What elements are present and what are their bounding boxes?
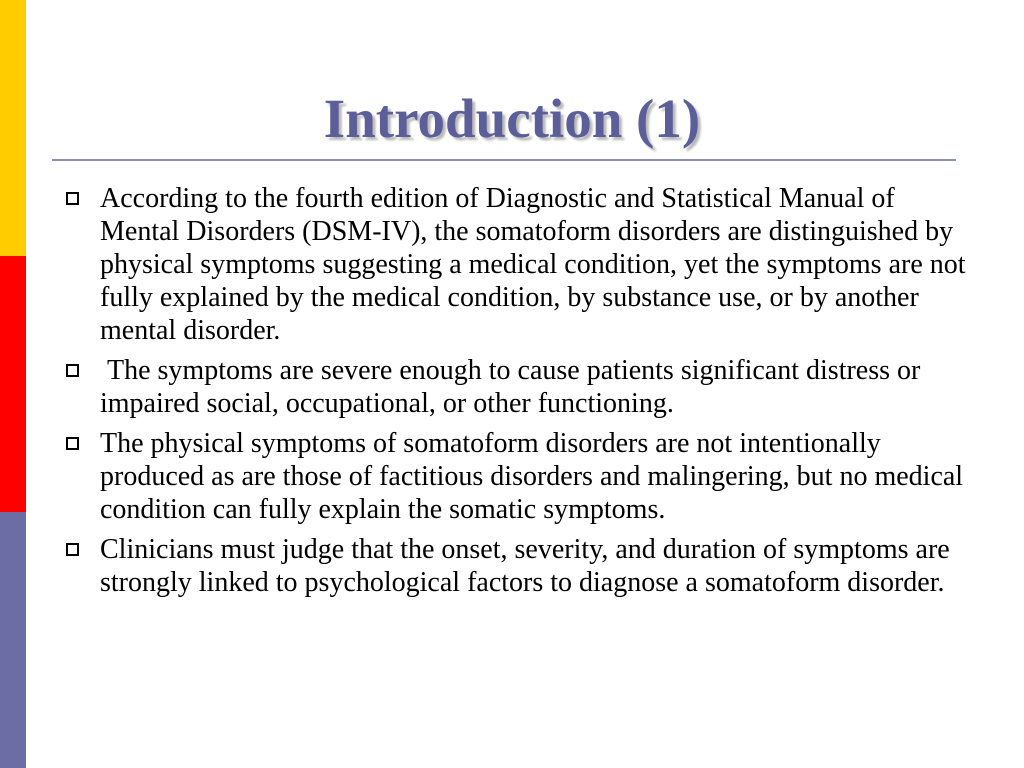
bullet-text: The symptoms are severe enough to cause patients significant distress or impaired social, occupational, or other functioning.: [100, 355, 928, 419]
hollow-square-icon: [66, 437, 79, 450]
bullet-text: The physical symptoms of somatoform disorders are not intentionally produced as are those of factitious disorders and malingering, but no medical condition can fully explain the somatic symptoms.: [100, 428, 971, 525]
bullet-text: According to the fourth edition of Diagnostic and Statistical Manual of Mental Disorders (DSM-IV), the somatoform disorders are distinguished by physical symptoms suggesting a medical condition, yet the symptoms are not fully explained by the medical condition, by substance use, or by another mental disorder.: [100, 183, 973, 346]
bullet-item: [62, 427, 972, 526]
bullet-item: [62, 182, 972, 347]
slide-title: Introduction (1): [323, 88, 701, 149]
bullet-text: Clinicians must judge that the onset, severity, and duration of symptoms are strongly linked to psychological factors to diagnose a somatoform disorder.: [100, 534, 957, 598]
hollow-square-icon: [66, 192, 79, 205]
hollow-square-icon: [66, 543, 79, 556]
side-bar-red-segment: [0, 256, 26, 512]
side-bar-yellow-segment: [0, 0, 26, 256]
bullet-item: [62, 354, 972, 420]
bullet-list: [62, 182, 972, 606]
hollow-square-icon: [66, 364, 79, 377]
side-bar-blue-segment: [0, 512, 26, 768]
side-color-bar: [0, 0, 26, 768]
bullet-item: [62, 533, 972, 599]
title-divider: [52, 159, 956, 161]
